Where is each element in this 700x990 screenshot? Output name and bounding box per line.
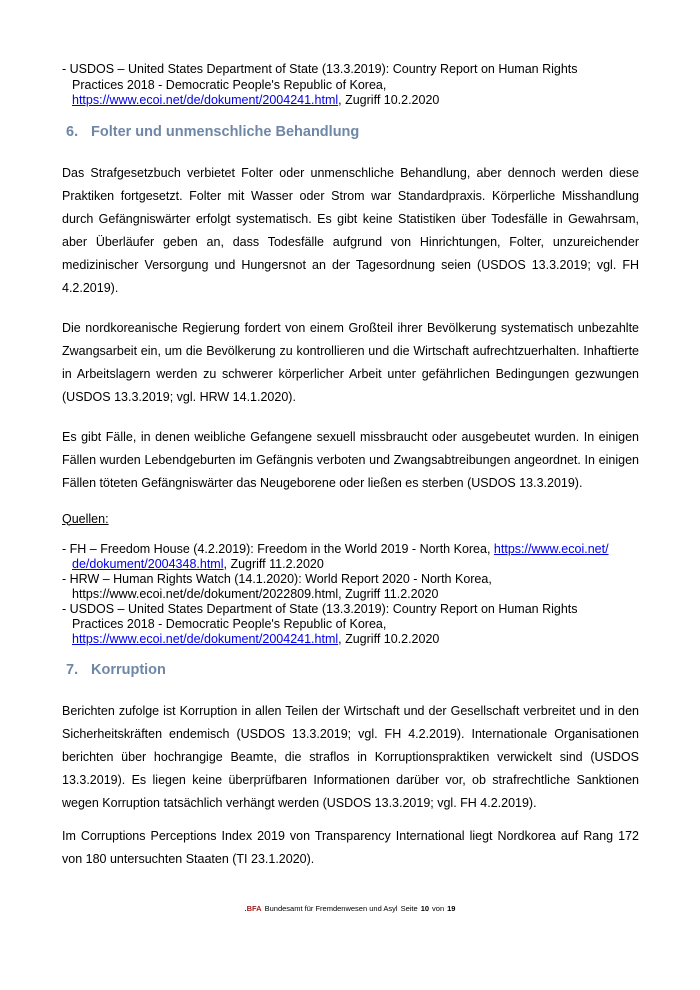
heading-number: 7. bbox=[66, 662, 79, 678]
paragraph: Das Strafgesetzbuch verbietet Folter oder unmenschliche Behandlung, aber dennoch werden diese Praktiken fortgesetzt. Folter mit Wasser oder Strom war Standardpraxis. Körperliche Misshandlung durch Gefängniswärter erfolgt systematisch. Es gibt keine Statistiken über Todesfälle in Gewahrsam, aber Überläufer geben an, dass Todesfälle aufgrund von Hinrichtungen, Folter, unzureichender medizinischer Versorgung und Hungersnot an der Tagesordnung seien (USDOS 13.3.2019; vgl. FH 4.2.2019). bbox=[62, 165, 639, 295]
reference-text: Practices 2018 - Democratic People's Republic of Korea, bbox=[72, 77, 387, 92]
footer-of-word: von bbox=[432, 904, 445, 913]
sources-label: Quellen: bbox=[62, 511, 109, 526]
source-text: , Zugriff 10.2.2020 bbox=[338, 632, 440, 646]
heading-title: Folter und unmenschliche Behandlung bbox=[91, 123, 360, 140]
ecoi-link[interactable]: https://www.ecoi.net/ bbox=[493, 542, 609, 556]
source-text: https://www.ecoi.net/de/dokument/2022809.html, Zugriff 11.2.2020 bbox=[72, 587, 439, 601]
source-text: - HRW – Human Rights Watch (14.1.2020): World Report 2020 - North Korea, bbox=[62, 572, 492, 586]
footer-page-word: Seite bbox=[400, 904, 418, 913]
footer-page-current: 10 bbox=[420, 904, 430, 913]
reference-line bbox=[62, 62, 639, 78]
source-text: - USDOS – United States Department of State (13.3.2019): Country Report on Human Rights bbox=[62, 602, 578, 616]
paragraph: Berichten zufolge ist Korruption in allen Teilen der Wirtschaft und der Gesellschaft verbreitet und in den Sicherheitskräften endemisch (USDOS 13.3.2019; vgl. FH 4.2.2019). Internationale Organisationen berichten über hochrangige Beamte, die straflos in Korruptionspraktiken verwickelt sind (USDOS 13.3.2019). Es liegen keine überprüfbaren Informationen darüber vor, ob strafrechtliche Sanktionen wegen Korruption tatsächlich verhängt werden (USDOS 13.3.2019; vgl. FH 4.2.2019). bbox=[62, 704, 639, 810]
footer-page-total: 19 bbox=[447, 904, 456, 913]
reference-line bbox=[62, 93, 639, 109]
source-text: - FH – Freedom House (4.2.2019): Freedom in the World 2019 - North Korea, bbox=[62, 542, 494, 556]
source-item-usdos bbox=[62, 602, 639, 647]
footer-org: Bundesamt für Fremdenwesen und Asyl bbox=[264, 904, 398, 913]
heading-title: Korruption bbox=[91, 662, 166, 678]
source-line bbox=[62, 617, 639, 632]
ecoi-link[interactable]: https://www.ecoi.net/de/dokument/2004241.html bbox=[72, 93, 339, 107]
source-item-hrw bbox=[62, 572, 639, 602]
section-heading-6 bbox=[62, 123, 639, 141]
page-content bbox=[62, 62, 639, 871]
page-footer bbox=[0, 904, 700, 914]
source-line bbox=[62, 557, 639, 572]
source-line bbox=[62, 572, 639, 587]
source-item-fh bbox=[62, 542, 639, 572]
source-text: Practices 2018 - Democratic People's Republic of Korea, bbox=[72, 617, 387, 631]
source-line bbox=[62, 602, 639, 617]
reference-text: , Zugriff 10.2.2020 bbox=[338, 93, 440, 107]
source-line bbox=[62, 587, 639, 602]
bfa-logo: .BFA bbox=[244, 904, 262, 913]
paragraph: Im Corruptions Perceptions Index 2019 von Transparency International liegt Nordkorea auf Rang 172 von 180 untersuchten Staaten (TI 23.1.2020). bbox=[62, 829, 639, 866]
reference-line bbox=[62, 78, 639, 94]
top-reference-item bbox=[62, 62, 639, 109]
section-heading-7 bbox=[62, 661, 639, 679]
source-text: , Zugriff 11.2.2020 bbox=[223, 557, 324, 571]
ecoi-link[interactable]: https://www.ecoi.net/de/dokument/2004241.html bbox=[72, 632, 339, 646]
reference-text: - USDOS – United States Department of State (13.3.2019): Country Report on Human Rights bbox=[62, 62, 578, 76]
source-line bbox=[62, 632, 639, 647]
ecoi-link[interactable]: de/dokument/2004348.html bbox=[72, 557, 224, 571]
source-line bbox=[62, 542, 639, 557]
paragraph: Es gibt Fälle, in denen weibliche Gefangene sexuell missbraucht oder ausgebeutet wurden. In einigen Fällen wurden Lebendgeburten im Gefängnis verboten und Zwangsabtreibungen angeordnet. In einigen Fällen töteten Gefängniswärter das Neugeborene oder ließen es sterben (USDOS 13.3.2019). bbox=[62, 429, 639, 490]
source-list bbox=[62, 542, 639, 647]
heading-number: 6. bbox=[66, 123, 79, 140]
paragraph: Die nordkoreanische Regierung fordert von einem Großteil ihrer Bevölkerung systematisch unbezahlte Zwangsarbeit ein, um die Bevölkerung zu kontrollieren und die Wirtschaft aufrechtzuerhalten. Inhaftierte in Arbeitslagern werden zu schwerer körperlicher Arbeit unter gefährlichen Bedingungen gezwungen (USDOS 13.3.2019; vgl. HRW 14.1.2020). bbox=[62, 320, 639, 404]
